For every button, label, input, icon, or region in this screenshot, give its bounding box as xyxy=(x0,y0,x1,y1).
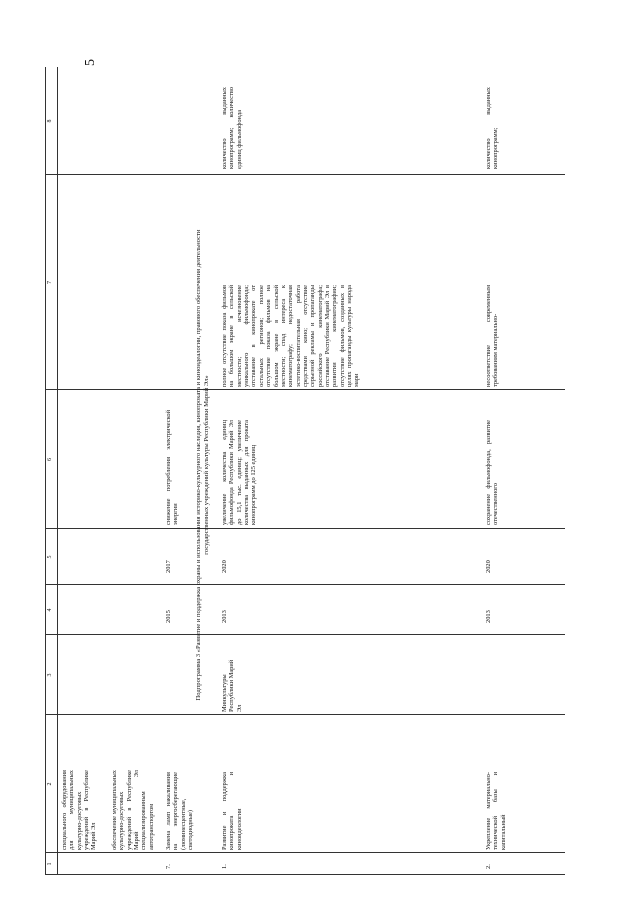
row2-end-year: 2020 xyxy=(485,560,492,573)
row2-indicator: количество выданных кинопрограмм; xyxy=(485,87,500,169)
col-line-5 xyxy=(45,528,565,529)
col-line-7 xyxy=(45,174,565,175)
col-line-3 xyxy=(45,634,565,635)
row1-end-year: 2020 xyxy=(221,560,228,573)
page-number: 5 xyxy=(83,59,98,66)
col-number-4: 4 xyxy=(47,608,53,612)
row2-result: сохранение фильмофонда, развитие отечественного xyxy=(485,420,500,525)
col-line-4 xyxy=(45,584,565,585)
table-border-top xyxy=(45,67,46,875)
row2-start-year: 2013 xyxy=(485,610,492,623)
col-number-1: 1 xyxy=(47,862,53,866)
row1-executor: Минкультуры Республики Марий Эл xyxy=(221,659,243,712)
row1-consequences: полное отсутствие показа фильмов на большом экране в сельской местности; исчезновение уникального фильмофонда; отставание в кинопрокате от остальных регионов; полное отсутствие показа фильмов на большом экране в сельской местности; спад интереса к кинематографу; недостаточная эстетико-воспитательная работа средствами кино; отсутствие серьезной рекламы и пропаганды российского кинематографа; отставание Республики Марий Эл в развитии кинематографии; отсутствие фильмов, созданных в целях пропаганды культуры народа мари xyxy=(221,285,361,387)
row7-result: снижение потребления электрической энергии xyxy=(165,410,180,525)
row1-result: увеличение количества единиц фильмофонда Республики Марий Эл до 15,1 тыс. единиц; увеличение количества выданных для проката кинопрограмм до 125 единиц xyxy=(221,420,258,525)
header-row-border xyxy=(57,67,58,875)
col-number-5: 5 xyxy=(47,555,53,559)
col-number-3: 3 xyxy=(47,673,53,677)
col-line-1 xyxy=(45,852,565,853)
row1-start-year: 2013 xyxy=(221,610,228,623)
continuation-text-b: обеспечение муниципальных культурно-досуговых учреждений в Республике Марий Эл специализированным автотранспортом xyxy=(111,770,155,850)
row1-indicator: количество выданных кинопрограмм; количество единиц фильмофонда xyxy=(221,87,243,169)
col-line-0 xyxy=(45,874,565,875)
col-number-2: 2 xyxy=(47,782,53,786)
program-table xyxy=(45,67,565,875)
col-line-6 xyxy=(45,389,565,390)
row2-consequences: несоответствие современным требованиям материально- xyxy=(485,285,500,387)
row7-start-year: 2015 xyxy=(165,610,172,623)
subprogram-title: Подпрограмма 3 «Развитие и поддержка охраны и использования историко-культурного наследия, кинопроката и киноидеалогии, правового обеспечения деятельности государственных учреждений культуры Республики Марий Эл» xyxy=(195,229,211,701)
row1-number: 1. xyxy=(221,864,228,869)
row7-name: Замена ламп накаливания на энергосберегающие (люминесцентные, светодиодные) xyxy=(165,772,195,850)
continuation-text-a: специального оборудования для муниципальных культурно-досуговых учреждений в Республике Марий Эл xyxy=(61,770,98,850)
col-number-8: 8 xyxy=(47,119,53,123)
col-line-2 xyxy=(45,714,565,715)
col-number-6: 6 xyxy=(47,458,53,461)
col-number-7: 7 xyxy=(47,281,53,284)
row7-number: 7. xyxy=(165,864,172,869)
row1-name: Развитие и поддержка кинопроката и киноидеологии xyxy=(221,772,243,850)
row2-number: 2. xyxy=(485,864,492,869)
row2-name: Укрепление материально-технической базы и капитальный xyxy=(485,772,507,850)
row7-end-year: 2017 xyxy=(165,560,172,573)
